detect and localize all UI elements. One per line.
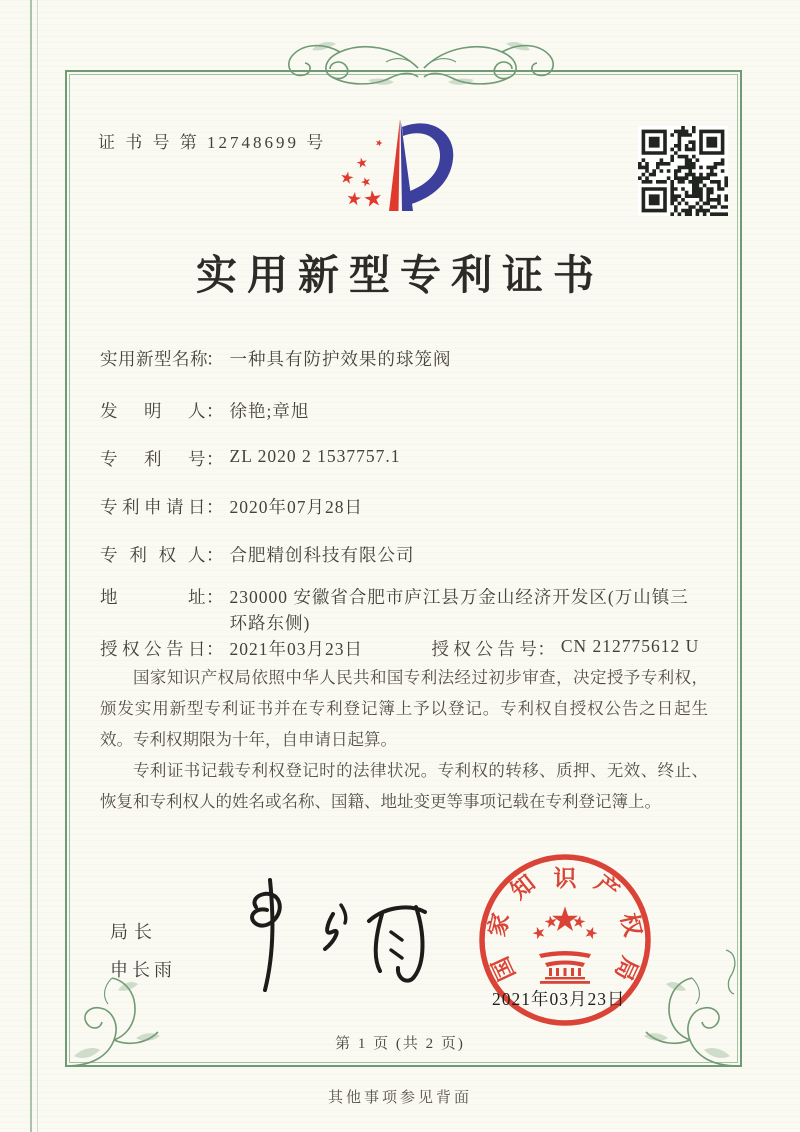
field-label: 地址	[100, 587, 206, 607]
field-value: 合肥精创科技有限公司	[229, 545, 415, 565]
field-filing-date: 专利申请日： 2020年07月28日	[100, 494, 363, 519]
field-value: ZL 2020 2 1537757.1	[229, 446, 401, 466]
field-label: 实用新型名称	[100, 349, 208, 369]
seal-date: 2021年03月23日	[492, 989, 626, 1009]
page-number: 第 1 页 (共 2 页)	[335, 1036, 465, 1052]
field-grant-number: 授权公告号： CN 212775612 U	[431, 636, 700, 659]
field-address: 地址： 230000 安徽省合肥市庐江县万金山经济开发区(万山镇三环路东侧)	[100, 584, 700, 636]
logo-stars	[340, 138, 383, 207]
field-grant-row	[100, 636, 699, 661]
svg-text:家: 家	[484, 910, 514, 939]
field-value: 230000 安徽省合肥市庐江县万金山经济开发区(万山镇三环路东侧)	[229, 587, 689, 633]
svg-text:识: 识	[553, 866, 577, 891]
legal-paragraph-1: 国家知识产权局依照中华人民共和国专利法经过初步审查，决定授予专利权，颁发实用新型专利证书并在专利登记簿上予以登记。专利权自授权公告之日起生效。专利权期限为十年，自申请日起算。	[100, 668, 708, 749]
field-inventor: 发明人： 徐艳;章旭	[100, 398, 309, 423]
field-label: 专利号	[100, 449, 206, 469]
field-value: 一种具有防护效果的球笼阀	[229, 349, 452, 369]
field-patent-number: 专利号： ZL 2020 2 1537757.1	[100, 446, 401, 469]
seal-national-emblem	[531, 906, 599, 983]
field-grant-date: 授权公告日： 2021年03月23日	[100, 639, 363, 659]
field-label: 专利申请日	[100, 497, 206, 517]
page-edge-line	[30, 0, 38, 1132]
svg-text:知: 知	[506, 870, 540, 905]
director-name: 申长雨	[110, 960, 176, 980]
field-value: 徐艳;章旭	[229, 401, 310, 421]
director-signature	[212, 876, 442, 996]
legal-text	[100, 662, 708, 817]
cnipa-logo	[336, 106, 466, 228]
field-patentee: 专利权人： 合肥精创科技有限公司	[100, 542, 415, 567]
field-value: 2020年07月28日	[229, 497, 363, 517]
field-label: 专利权人	[100, 545, 206, 565]
svg-text:产: 产	[590, 870, 624, 905]
qr-code	[638, 126, 728, 216]
svg-text:权: 权	[616, 910, 646, 939]
back-side-note: 其他事项参见背面	[327, 1090, 472, 1106]
svg-text:局: 局	[610, 952, 643, 985]
director-title: 局长	[110, 922, 158, 942]
certificate-number: 证 书 号 第 12748699 号	[98, 133, 327, 152]
certificate-title: 实用新型专利证书	[196, 252, 604, 298]
field-utility-model-name: 实用新型名称： 一种具有防护效果的球笼阀	[100, 346, 452, 371]
svg-text:国: 国	[487, 952, 520, 985]
legal-paragraph-2: 专利证书记载专利权登记时的法律状况。专利权的转移、质押、无效、终止、恢复和专利权人的姓名或名称、国籍、地址变更等事项记载在专利登记簿上。	[100, 761, 708, 811]
field-label: 发明人	[100, 401, 206, 421]
